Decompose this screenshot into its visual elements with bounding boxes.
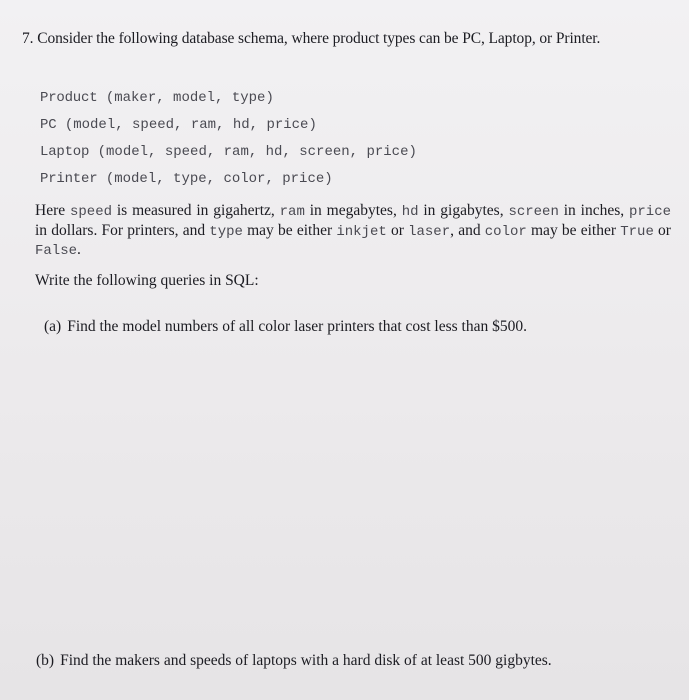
attr-type: type [209, 223, 243, 240]
desc-text: is measured in gigahertz, [112, 202, 280, 219]
relation-name: Printer [40, 171, 98, 187]
part-a [44, 318, 527, 336]
desc-text: Here [35, 202, 70, 219]
desc-text: or [653, 221, 671, 239]
desc-text: in inches, [558, 202, 629, 219]
part-b-text: Find the makers and speeds of laptops with a hard disk of at least 500 gigbytes. [60, 652, 552, 669]
relation-attributes: (model, speed, ram, hd, screen, price) [97, 144, 417, 160]
desc-text: , and [450, 221, 485, 239]
attr-screen: screen [508, 204, 559, 220]
value-laser: laser [408, 223, 451, 240]
relation-attributes: (maker, model, type) [105, 90, 274, 106]
part-a-label: (a) [44, 318, 62, 335]
schema-line-laptop [40, 142, 417, 169]
attr-color: color [484, 223, 527, 240]
value-true: True [620, 223, 654, 240]
desc-text: . [77, 241, 81, 258]
value-false: False [35, 243, 78, 259]
schema-line-pc [40, 115, 417, 142]
desc-text: in gigabytes, [418, 202, 509, 219]
schema-line-product [40, 88, 417, 115]
desc-text: in dollars. For printers, and [35, 221, 210, 239]
desc-text: in megabytes, [304, 202, 402, 219]
question-heading [22, 30, 682, 48]
relation-name: Laptop [40, 144, 90, 160]
relation-attributes: (model, speed, ram, hd, price) [64, 117, 317, 133]
attr-hd: hd [401, 204, 419, 220]
attr-speed: speed [69, 204, 112, 220]
part-b [36, 652, 552, 670]
schema-description [35, 202, 671, 261]
desc-text: may be either [526, 221, 621, 239]
value-inkjet: inkjet [336, 223, 387, 240]
relation-name: Product [40, 90, 98, 106]
desc-text: or [386, 221, 409, 239]
attr-ram: ram [279, 204, 305, 220]
attr-price: price [628, 204, 671, 220]
desc-text: may be either [242, 221, 337, 239]
question-text: Consider the following database schema, where product types can be PC, Laptop, or Printer. [37, 30, 601, 47]
part-a-text: Find the model numbers of all color laser printers that cost less than $500. [67, 318, 527, 335]
question-number: 7. [22, 30, 34, 47]
part-b-label: (b) [36, 652, 55, 669]
relation-name: PC [40, 117, 57, 133]
relation-attributes: (model, type, color, price) [105, 171, 333, 187]
schema-block [40, 88, 417, 196]
instruction-text: Write the following queries in SQL: [35, 272, 259, 289]
schema-line-printer [40, 169, 417, 196]
